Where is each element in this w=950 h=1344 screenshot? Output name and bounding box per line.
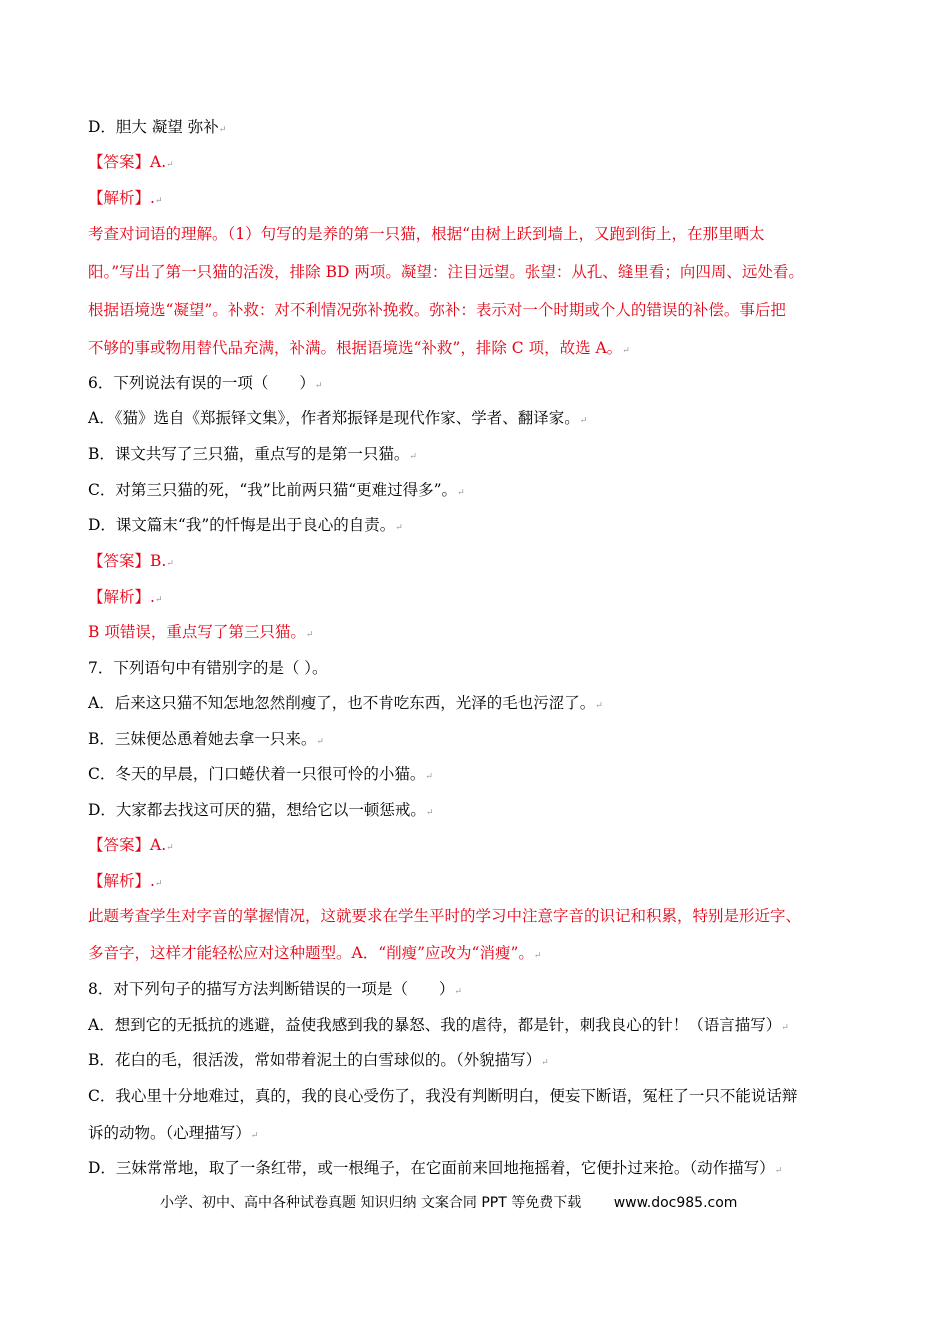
analysis-line: 考查对词语的理解。（1）句写的是养的第一只猫，根据“由树上跃到墙上，又跑到街上，在那里晒太 <box>88 225 765 243</box>
analysis-line: 此题考查学生对字音的掌握情况，这就要求在学生平时的学习中注意字音的识记和积累，特别是形近字、 <box>88 907 802 925</box>
option-line: B．课文共写了三只猫，重点写的是第一只猫。↵ <box>88 445 417 463</box>
answer-line: 【答案】A.↵ <box>88 836 174 854</box>
option-line: C．冬天的早晨，门口蜷伏着一只很可怜的小猫。↵ <box>88 765 433 783</box>
option-line: A．《猫》选自《郑振铎文集》，作者郑振铎是现代作家、学者、翻译家。↵ <box>88 409 588 427</box>
analysis-line: 阳。”写出了第一只猫的活泼，排除 BD 两项。凝望：注目远望。张望：从孔、缝里看；向四周、远处看。 <box>88 263 804 281</box>
analysis-line: 多音字，这样才能轻松应对这种题型。A．“削瘦”应改为“消瘦”。↵ <box>88 944 542 962</box>
analysis-heading: 【解析】.↵ <box>88 872 163 890</box>
text-line: D．胆大 凝望 弥补↵ <box>88 118 227 136</box>
analysis-line: 根据语境选“凝望”。补救：对不利情况弥补挽救。弥补：表示对一个时期或个人的错误的补偿。事后把 <box>88 301 786 319</box>
question-line: 8．对下列句子的描写方法判断错误的一项是（ ）↵ <box>88 980 462 998</box>
question-line: 6．下列说法有误的一项（ ）↵ <box>88 374 323 392</box>
option-line: C．我心里十分地难过，真的，我的良心受伤了，我没有判断明白，便妄下断语，冤枉了一只不能说话辩 <box>88 1087 798 1105</box>
page-footer <box>160 1192 737 1212</box>
answer-line: 【答案】A.↵ <box>88 153 174 171</box>
option-line: D．大家都去找这可厌的猫，想给它以一顿惩戒。↵ <box>88 801 434 819</box>
option-line: 诉的动物。（心理描写）↵ <box>88 1124 259 1142</box>
option-line: C．对第三只猫的死，“我”比前两只猫“更难过得多”。↵ <box>88 481 465 499</box>
analysis-heading: 【解析】.↵ <box>88 189 163 207</box>
option-line: A．想到它的无抵抗的逃避，益使我感到我的暴怒、我的虐待，都是针，刺我良心的针！（语言描写）↵ <box>88 1016 789 1034</box>
option-line: D．课文篇末“我”的忏悔是出于良心的自责。↵ <box>88 516 403 534</box>
question-line: 7．下列语句中有错别字的是（ ）。 <box>88 659 328 677</box>
analysis-line: 不够的事或物用替代品充满，补满。根据语境选“补救”，排除 C 项，故选 A。↵ <box>88 339 630 357</box>
option-line: B．花白的毛，很活泼，常如带着泥土的白雪球似的。（外貌描写）↵ <box>88 1051 549 1069</box>
analysis-heading: 【解析】.↵ <box>88 588 163 606</box>
footer-url[interactable]: www.doc985.com <box>613 1195 738 1211</box>
option-line: B．三妹便怂恿着她去拿一只来。↵ <box>88 730 324 748</box>
option-line: D．三妹常常地，取了一条红带，或一根绳子，在它面前来回地拖摇着，它便扑过来抢。（动作描写）↵ <box>88 1159 783 1177</box>
footer-text: 小学、初中、高中各种试卷真题 知识归纳 文案合同 PPT 等免费下载 <box>160 1195 582 1211</box>
answer-line: 【答案】B.↵ <box>88 552 174 570</box>
analysis-line: B 项错误，重点写了第三只猫。↵ <box>88 623 314 641</box>
option-line: A．后来这只猫不知怎地忽然削瘦了，也不肯吃东西，光泽的毛也污涩了。↵ <box>88 694 603 712</box>
